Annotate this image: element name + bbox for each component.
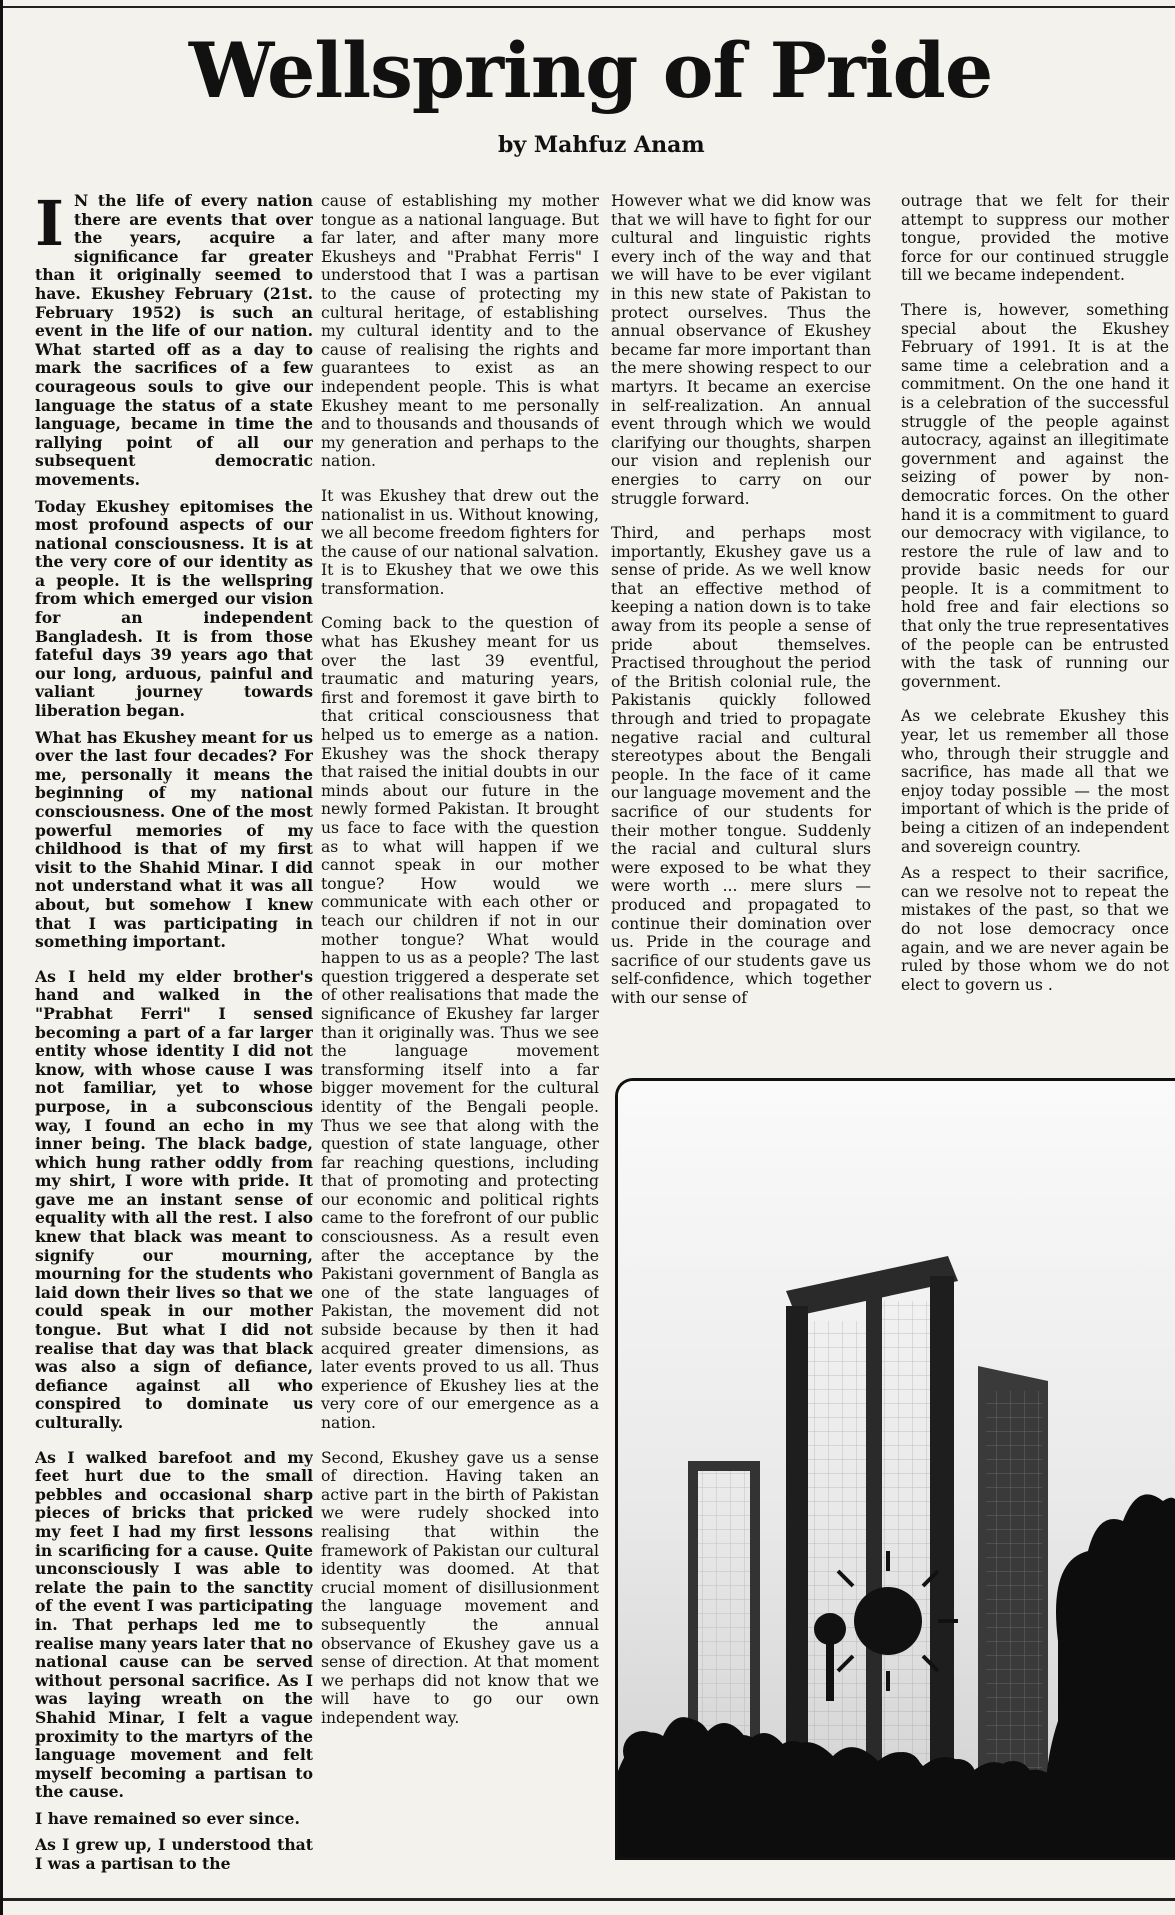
paragraph: However what we did know was that we will have to fight for our cultural and linguistic rights every inch of the way and that we will have to be ever vigilant in this new state of Pakistan to protect ourselves. Thus the annual observance of Ekushey became far more important than the mere showing respect to our martyrs. It became an exercise in self-realization. An annual event through which we would clarifying our thoughts, sharpen our vision and replenish our energies to carry on our struggle forward.	[611, 192, 871, 508]
paragraph: Third, and perhaps most importantly, Ekushey gave us a sense of pride. As we well know that an effective method of keeping a nation down is to take away from its people a sense of pride about themselves. Practised throughout the period of the British colonial rule, the Pakistanis quickly followed through and tried to propagate negative racial and cultural stereotypes about the Bengali people. In the face of it came our language movement and the sacrifice of our students for their mother tongue. Suddenly the racial and cultural slurs were exposed to be what they were worth ... mere slurs — produced and propagated to continue their domination over us. Pride in the courage and sacrifice of our students gave us self-confidence, which together with our sense of	[611, 524, 871, 1007]
paragraph: As I grew up, I understood that I was a partisan to the	[35, 1835, 313, 1874]
monument-right	[978, 1366, 1048, 1781]
paragraph: outrage that we felt for their attempt to suppress our mother tongue, provided the motive force for our continued struggle till we became independent.	[901, 192, 1169, 285]
article-column-4	[901, 192, 1169, 1067]
main-monument	[786, 1256, 958, 1786]
article-column-2	[321, 192, 599, 1892]
paragraph: What has Ekushey meant for us over the last four decades? For me, personally it means the beginning of my national consciousness. One of the most powerful memories of my childhood is that of my first visit to the Shahid Minar. I did not understand what it was all about, but somehow I knew that I was participating in something important.	[35, 727, 313, 952]
paragraph: cause of establishing my mother tongue as a national language. But far later, and after many more Ekusheys and "Prabhat Ferris" I understood that I was a partisan to the cause of protecting my cultural heritage, of establishing my cultural identity and to the cause of realising the rights and guarantees to exist as an independent people. This is what Ekushey meant to me personally and to thousands and thousands of my generation and perhaps to the nation.	[321, 192, 599, 471]
paragraph: As a respect to their sacrifice, can we resolve not to repeat the mistakes of the past, so that we do not lose democracy once again, and we are never again be ruled by those whom we do not elect to govern us .	[901, 864, 1169, 994]
paragraph: As I walked barefoot and my feet hurt due to the small pebbles and occasional sharp pieces of bricks that pricked my feet I had my first lessons in scarificing for a cause. Quite unconsciously I was able to relate the pain to the sanctity of the event I was participating in. That perhaps led me to realise many years later that no national cause can be served without personal sacrifice. As I was laying wreath on the Shahid Minar, I felt a vague proximity to the martyrs of the language movement and felt myself becoming a partisan to the cause.	[35, 1447, 313, 1802]
article-column-3	[611, 192, 871, 1067]
paragraph: It was Ekushey that drew out the nationalist in us. Without knowing, we all become freedom fighters for the cause of our national salvation. It is to Ekushey that we owe this transformation.	[321, 486, 599, 598]
paragraph: There is, however, something special about the Ekushey February of 1991. It is at the same time a celebration and a commitment. On the one hand it is a celebration of the successful struggle of the people against autocracy, against an illegitimate government and against the seizing of power by non-democratic forces. On the other hand it is a commitment to guard our democracy with vigilance, to restore the rule of law and to provide basic needs for our people. It is a commitment to hold free and fair elections so that only the true representatives of the people can be entrusted with the task of running our government.	[901, 300, 1169, 691]
byline: by Mahfuz Anam	[498, 132, 705, 158]
paragraph: As we celebrate Ekushey this year, let us remember all those who, through their struggle and sacrifice, has made all that we enjoy today possible — the most important of which is the pride of being a citizen of an independent and sovereign country.	[901, 707, 1169, 856]
drop-cap: I	[35, 192, 65, 260]
bottom-rule	[3, 1898, 1175, 1901]
paragraph: I have remained so ever since.	[35, 1808, 300, 1828]
article-column-1	[35, 192, 313, 1892]
top-rule	[3, 6, 1175, 8]
shahid-minar-photo	[615, 1078, 1175, 1860]
paragraph: As I held my elder brother's hand and walked in the "Prabhat Ferri" I sensed becoming a part of a far larger entity whose identity I did not know, with whose cause I was not familiar, yet to whose purpose, in a subconscious way, I found an echo in my inner being. The black badge, which hung rather oddly from my shirt, I wore with pride. It gave me an instant sense of equality with all the rest. I also knew that black was meant to signify our mourning, mourning for the students who laid down their lives so that we could speak in our mother tongue. But what I did not realise that day was that black was also a sign of defiance, defiance against all who conspired to dominate us culturally.	[35, 966, 313, 1432]
paragraph: I N the life of every nation there are events that over the years, acquire a significance far greater than it originally seemed to have. Ekushey February (21st. February 1952) is such an event in the life of our nation. What started off as a day to mark the sacrifices of a few courageous souls to give our language the status of a state language, became in time the rallying point of all our subsequent democratic movements.	[35, 192, 313, 489]
paragraph: Second, Ekushey gave us a sense of direction. Having taken an active part in the birth of Pakistan we were rudely shocked into realising that within the framework of Pakistan our cultural identity was doomed. At that crucial moment of disillusionment the language movement and subsequently the annual observance of Ekushey gave us a sense of direction. At that moment we perhaps did not know that we will have to go our own independent way.	[321, 1448, 599, 1727]
paragraph: Coming back to the question of what has Ekushey meant for us over the last 39 eventful, traumatic and maturing years, first and foremost it gave birth to that critical consciousness that helped us to emerge as a nation. Ekushey was the shock therapy that raised the initial doubts in our minds about our future in the newly formed Pakistan. It brought us face to face with the question as to what will happen if we cannot speak in our mother tongue? How would we communicate with each other or teach our children if not in our mother tongue? What would happen to us as a people? The last question triggered a desperate set of other realisations that made the significance of Ekushey far larger than it originally was. Thus we see the language movement transforming itself into a far bigger movement for the cultural identity of the Bengali people. Thus we see that along with the question of state language, other far reaching questions, including that of promoting and protecting our economic and political rights came to the forefront of our public consciousness. As a result even after the acceptance by the Pakistani government of Bangla as one of the state languages of Pakistan, the movement did not subside because by then it had acquired greater dimensions, as later events proved to us all. Thus experience of Ekushey lies at the very core of our emergence as a nation.	[321, 614, 599, 1432]
photo-illustration	[618, 1081, 1175, 1860]
paragraph: Today Ekushey epitomises the most profound aspects of our national consciousness. It is at the very core of our identity as a people. It is the wellspring from which emerged our vision for an independent Bangladesh. It is from those fateful days 39 years ago that our long, arduous, painful and valiant journey towards liberation began.	[35, 496, 313, 721]
headline: Wellspring of Pride	[188, 26, 993, 115]
